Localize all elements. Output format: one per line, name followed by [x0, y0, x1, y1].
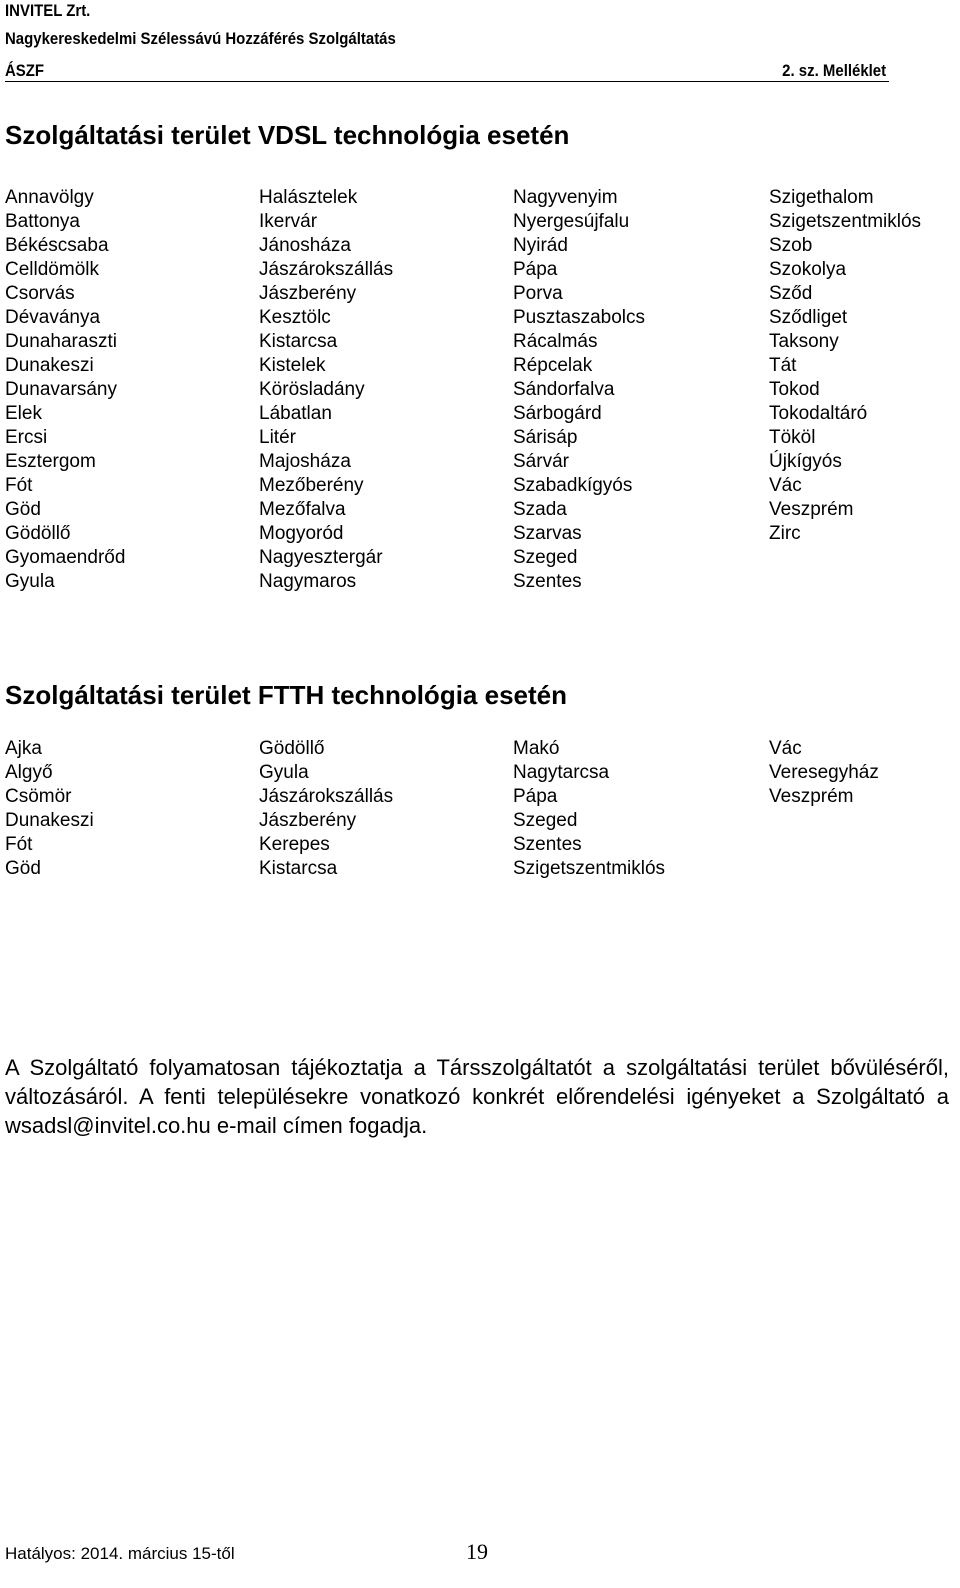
vdsl-location-item: Fót	[5, 475, 33, 496]
vdsl-location-item: Sződliget	[769, 307, 848, 328]
vdsl-location-item: Ikervár	[259, 211, 318, 232]
notice-paragraph: A Szolgáltató folyamatosan tájékoztatja a Társszolgáltatót a szolgáltatási terület bővüléséről, változásáról. A fenti településekre vonatkozó konkrét előrendelési igényeket a Szolgáltató a wsadsl@invitel.co.hu e-mail címen fogadja.	[5, 1055, 949, 1138]
vdsl-location-item: Szada	[513, 499, 567, 520]
ftth-location-item: Gödöllő	[259, 738, 325, 759]
ftth-location-item: Fót	[5, 834, 33, 855]
vdsl-column	[5, 186, 259, 594]
ftth-location-item: Nagytarcsa	[513, 762, 610, 783]
vdsl-location-item: Majosháza	[259, 451, 351, 472]
vdsl-location-item: Sződ	[769, 283, 813, 304]
vdsl-location-item: Pápa	[513, 259, 558, 280]
vdsl-location-item: Nagyesztergár	[259, 547, 383, 568]
vdsl-column	[513, 186, 769, 594]
vdsl-location-item: Körösladány	[259, 379, 365, 400]
vdsl-location-item: Esztergom	[5, 451, 96, 472]
vdsl-location-item: Dunaharaszti	[5, 331, 117, 352]
vdsl-location-item: Békéscsaba	[5, 235, 109, 256]
vdsl-location-item: Mezőberény	[259, 475, 364, 496]
vdsl-location-item: Szentes	[513, 571, 582, 592]
vdsl-column	[259, 186, 513, 594]
vdsl-location-item: Szigethalom	[769, 187, 874, 208]
ftth-column	[769, 737, 959, 881]
header-divider	[5, 81, 889, 82]
ftth-location-item: Gyula	[259, 762, 309, 783]
vdsl-location-item: Taksony	[769, 331, 839, 352]
vdsl-location-item: Pusztaszabolcs	[513, 307, 646, 328]
vdsl-location-item: Mezőfalva	[259, 499, 346, 520]
vdsl-location-item: Göd	[5, 499, 41, 520]
ftth-location-item: Jászárokszállás	[259, 786, 394, 807]
ftth-location-item: Veszprém	[769, 786, 854, 807]
vdsl-location-item: Szigetszentmiklós	[769, 211, 922, 232]
vdsl-location-item: Kesztölc	[259, 307, 331, 328]
vdsl-location-item: Szob	[769, 235, 813, 256]
ftth-section-title: Szolgáltatási terület FTTH technológia esetén	[5, 680, 567, 710]
footer-validity-date: Hatályos: 2014. március 15-től	[5, 1544, 235, 1563]
vdsl-location-grid	[5, 186, 959, 594]
header-company: INVITEL Zrt.	[5, 1, 91, 20]
vdsl-location-item: Sárvár	[513, 451, 569, 472]
vdsl-location-item: Nyirád	[513, 235, 568, 256]
vdsl-location-item: Dunakeszi	[5, 355, 94, 376]
vdsl-location-item: Tát	[769, 355, 797, 376]
vdsl-location-item: Rácalmás	[513, 331, 598, 352]
vdsl-location-item: Szeged	[513, 547, 578, 568]
vdsl-location-item: Battonya	[5, 211, 80, 232]
vdsl-location-item: Gödöllő	[5, 523, 71, 544]
ftth-column	[5, 737, 259, 881]
ftth-location-item: Szeged	[513, 810, 578, 831]
ftth-location-item: Szigetszentmiklós	[513, 858, 666, 879]
ftth-location-item: Kistarcsa	[259, 858, 338, 879]
vdsl-location-item: Jánosháza	[259, 235, 351, 256]
vdsl-location-item: Halásztelek	[259, 187, 358, 208]
ftth-location-item: Kerepes	[259, 834, 330, 855]
vdsl-location-item: Sándorfalva	[513, 379, 615, 400]
vdsl-location-item: Nyergesújfalu	[513, 211, 630, 232]
vdsl-location-item: Dunavarsány	[5, 379, 117, 400]
vdsl-location-item: Szarvas	[513, 523, 582, 544]
ftth-location-item: Makó	[513, 738, 560, 759]
vdsl-location-item: Porva	[513, 283, 563, 304]
vdsl-location-item: Annavölgy	[5, 187, 94, 208]
ftth-location-item: Göd	[5, 858, 41, 879]
ftth-location-item: Dunakeszi	[5, 810, 94, 831]
footer-page-number: 19	[466, 1539, 488, 1564]
ftth-location-item: Pápa	[513, 786, 558, 807]
vdsl-location-item: Sárbogárd	[513, 403, 602, 424]
ftth-location-item: Jászberény	[259, 810, 357, 831]
vdsl-location-item: Elek	[5, 403, 42, 424]
header-annex-label: 2. sz. Melléklet	[782, 61, 886, 80]
vdsl-location-item: Tököl	[769, 427, 816, 448]
vdsl-location-item: Lábatlan	[259, 403, 332, 424]
vdsl-location-item: Sárisáp	[513, 427, 578, 448]
ftth-column	[259, 737, 513, 881]
vdsl-location-item: Ercsi	[5, 427, 48, 448]
vdsl-location-item: Kistelek	[259, 355, 326, 376]
vdsl-location-item: Tokodaltáró	[769, 403, 868, 424]
vdsl-location-item: Gyomaendrőd	[5, 547, 126, 568]
ftth-location-grid	[5, 737, 959, 881]
ftth-column	[513, 737, 769, 881]
vdsl-location-item: Nagyvenyim	[513, 187, 618, 208]
vdsl-location-item: Kistarcsa	[259, 331, 338, 352]
header-document-type: ÁSZF	[5, 61, 45, 80]
ftth-location-item: Csömör	[5, 786, 72, 807]
ftth-location-item: Algyő	[5, 762, 53, 783]
vdsl-location-item: Dévaványa	[5, 307, 101, 328]
ftth-location-item: Vác	[769, 738, 802, 759]
vdsl-location-item: Jászberény	[259, 283, 357, 304]
vdsl-location-item: Litér	[259, 427, 296, 448]
vdsl-location-item: Répcelak	[513, 355, 593, 376]
vdsl-location-item: Tokod	[769, 379, 820, 400]
vdsl-location-item: Szabadkígyós	[513, 475, 633, 496]
vdsl-column	[769, 186, 959, 594]
vdsl-location-item: Zirc	[769, 523, 801, 544]
ftth-location-item: Veresegyház	[769, 762, 879, 783]
vdsl-location-item: Újkígyós	[769, 451, 842, 472]
ftth-location-item: Ajka	[5, 738, 42, 759]
vdsl-location-item: Celldömölk	[5, 259, 99, 280]
vdsl-section-title: Szolgáltatási terület VDSL technológia esetén	[5, 120, 570, 150]
vdsl-location-item: Veszprém	[769, 499, 854, 520]
vdsl-location-item: Mogyoród	[259, 523, 344, 544]
vdsl-location-item: Gyula	[5, 571, 55, 592]
vdsl-location-item: Szokolya	[769, 259, 847, 280]
vdsl-location-item: Jászárokszállás	[259, 259, 394, 280]
header-service-name: Nagykereskedelmi Szélessávú Hozzáférés Szolgáltatás	[5, 29, 396, 48]
vdsl-location-item: Vác	[769, 475, 802, 496]
vdsl-location-item: Csorvás	[5, 283, 75, 304]
vdsl-location-item: Nagymaros	[259, 571, 357, 592]
ftth-location-item: Szentes	[513, 834, 582, 855]
